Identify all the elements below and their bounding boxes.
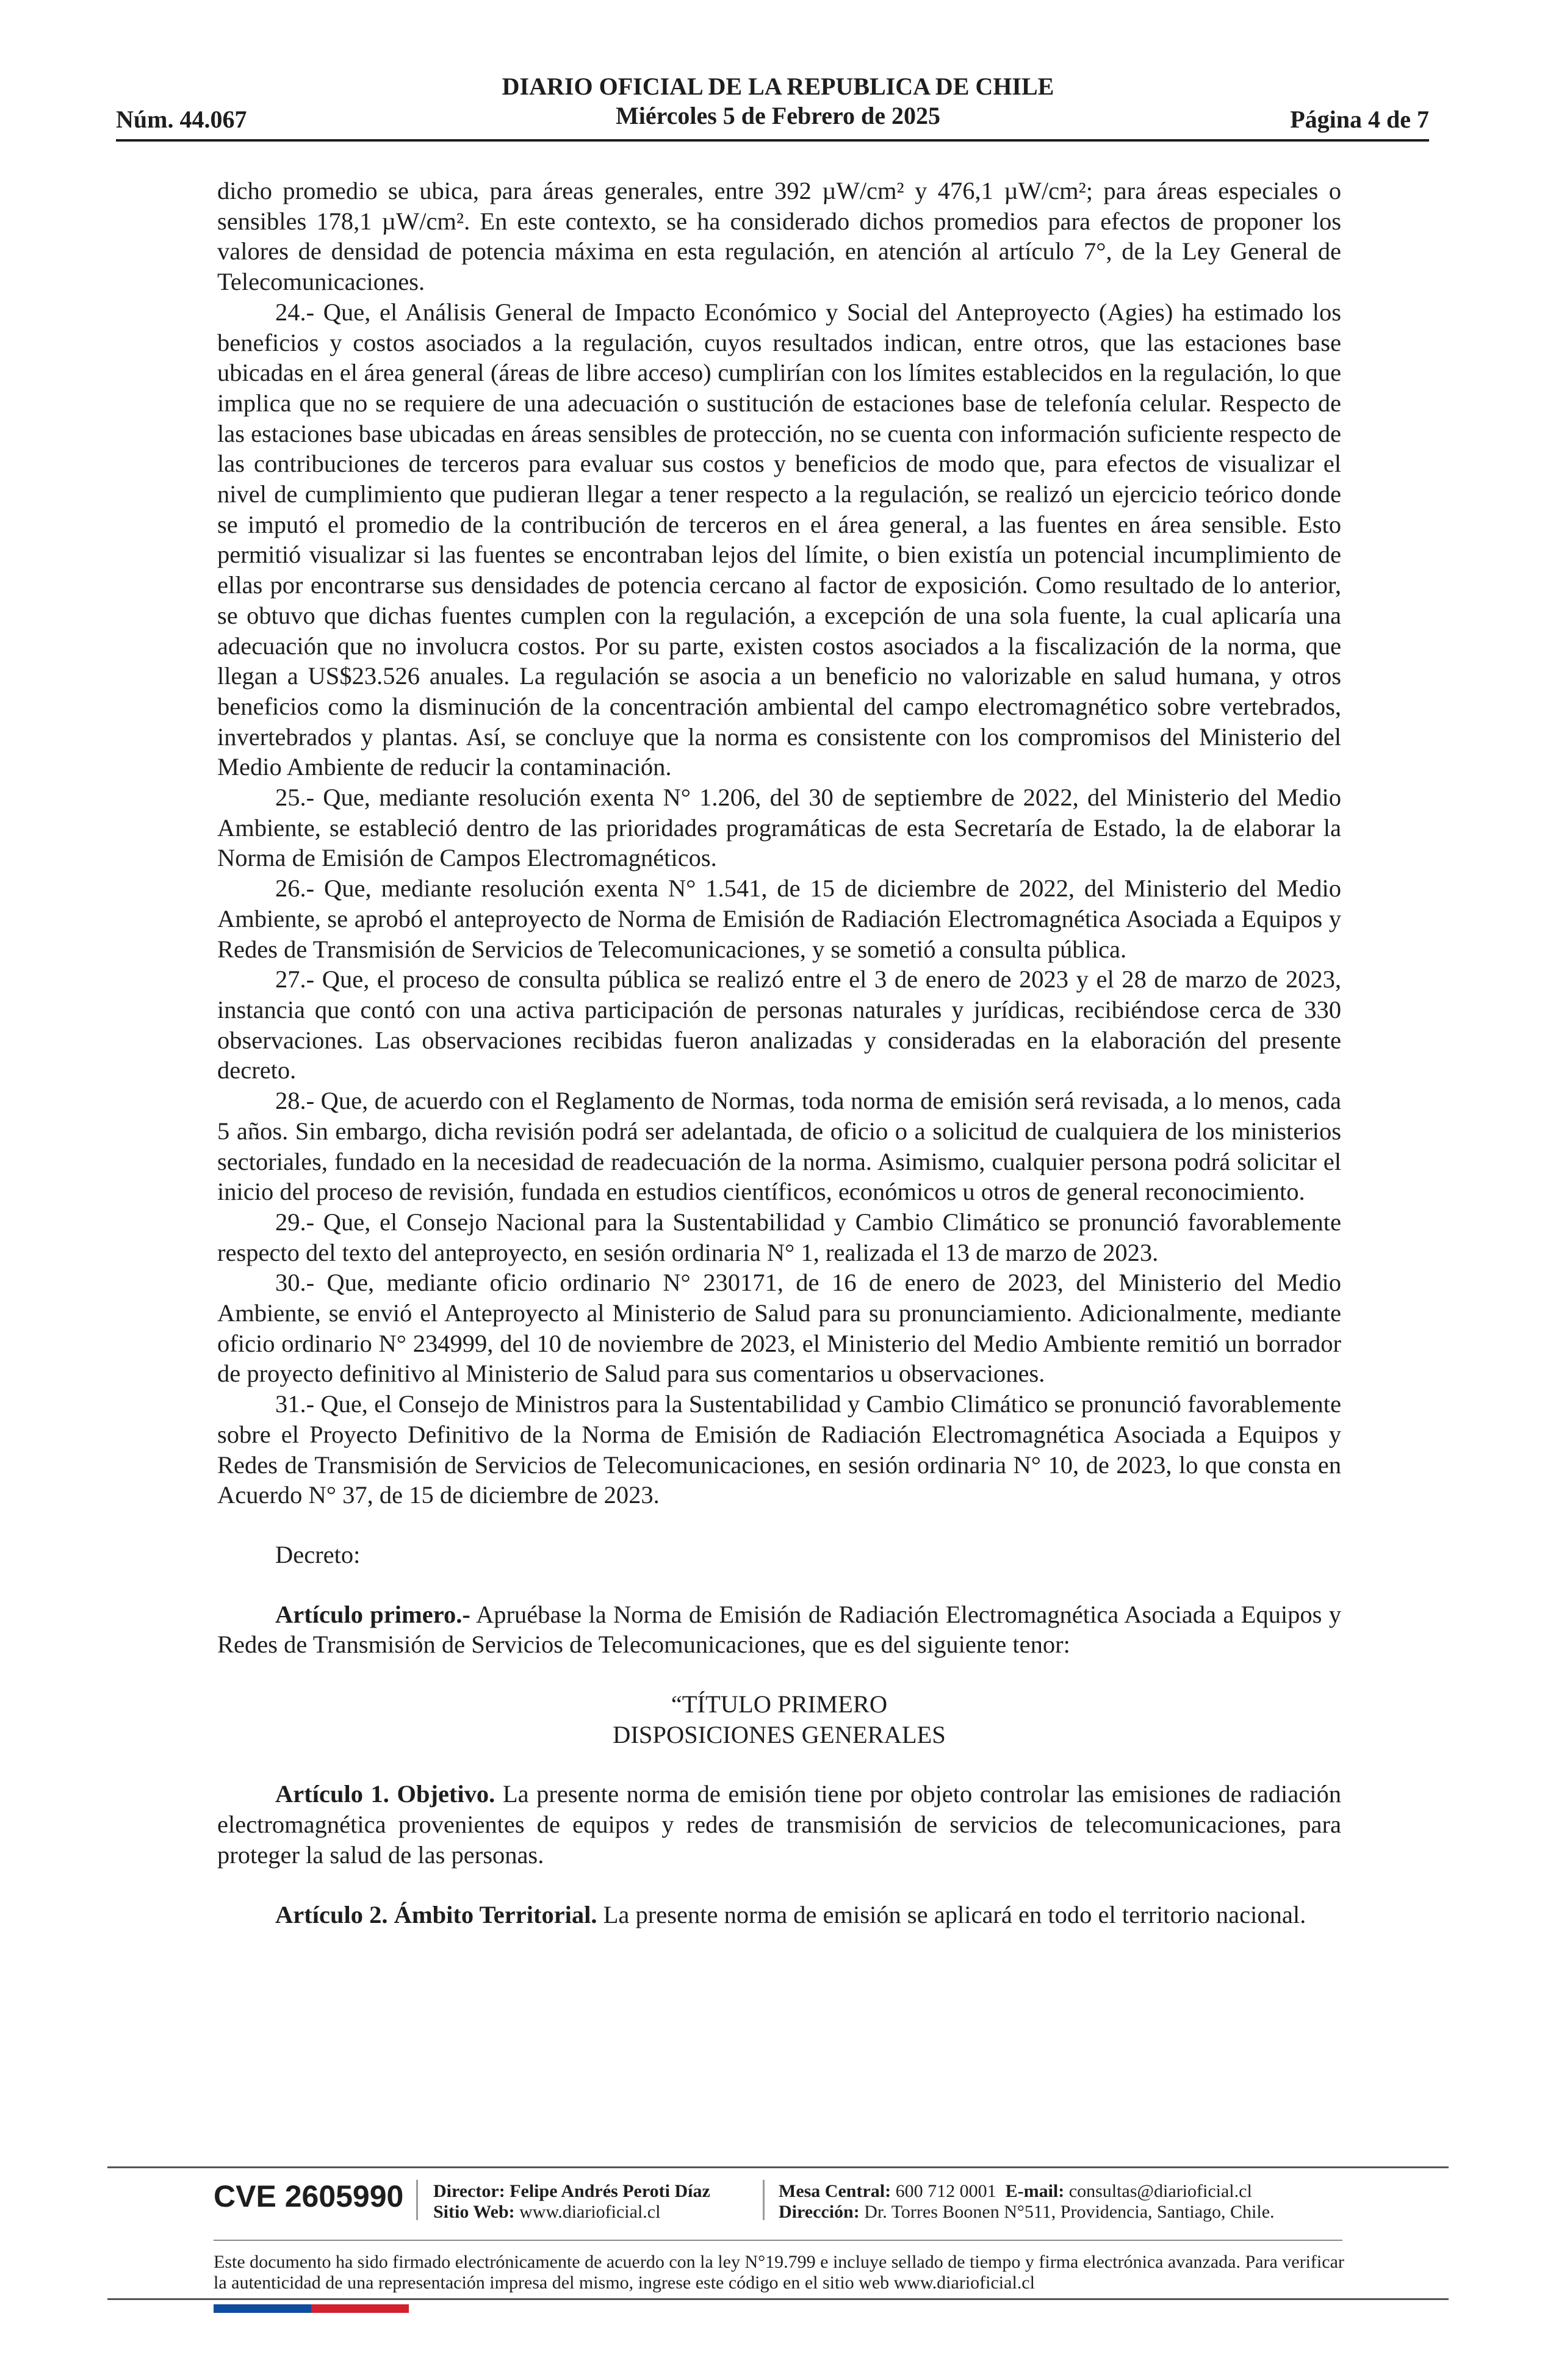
title-line-1: “TÍTULO PRIMERO: [671, 1690, 888, 1718]
article-primero-text: Apruébase la Norma de Emisión de Radiación Electromagnética Asociada a Equipos y Redes de Transmisión de Servicios de Telecomunicaciones, que es del siguiente tenor:: [217, 1600, 1341, 1659]
paragraph-24: 24.- Que, el Análisis General de Impacto Económico y Social del Anteproyecto (Agies) ha estimado los beneficios y costos asociados a la regulación, cuyos resultados indican, entre otros, que las estaciones base ubicadas en el área general (áreas de libre acceso) cumplirían con los límites establecidos en la regulación, lo que implica que no se requiere de una adecuación o sustitución de estaciones base de telefonía celular. Respecto de las estaciones base ubicadas en áreas sensibles de protección, no se cuenta con información suficiente respecto de las contribuciones de terceros para evaluar sus costos y beneficios de modo que, para efectos de visualizar el nivel de cumplimiento que pudieran llegar a tener respecto a la regulación, se realizó un ejercicio teórico donde se imputó el promedio de la contribución de terceros en el área general, a las fuentes en área sensible. Esto permitió visualizar si las fuentes se encontraban lejos del límite, o bien existía un potencial incumplimiento de ellas por encontrarse sus densidades de potencia cercano al factor de exposición. Como resultado de lo anterior, se obtuvo que dichas fuentes cumplen con la regulación, a excepción de una sola fuente, la cual aplicaría una adecuación que no involucra costos. Por su parte, existen costos asociados a la fiscalización de la norma, que llegan a US$23.526 anuales. La regulación se asocia a un beneficio no valorizable en salud humana, y otros beneficios como la disminución de la concentración ambiental del campo electromagnético sobre vertebrados, invertebrados y plantas. Así, se concluye que la norma es consistente con los compromisos del Ministerio del Medio Ambiente de reducir la contaminación.: [217, 298, 1341, 781]
director-name: Felipe Andrés Peroti Díaz: [505, 2181, 710, 2201]
article-primero: [217, 1599, 1341, 1660]
article-1-text: La presente norma de emisión tiene por objeto controlar las emisiones de radiación electromagnética provenientes de equipos y redes de transmisión de servicios de telecomunicaciones, para proteger la salud de las personas.: [217, 1780, 1341, 1869]
article-2-label: Artículo 2. Ámbito Territorial.: [275, 1900, 597, 1928]
website-link[interactable]: www.diarioficial.cl: [514, 2202, 661, 2222]
paragraph-23-continuation: dicho promedio se ubica, para áreas generales, entre 392 µW/cm² y 476,1 µW/cm²; para áreas especiales o sensibles 178,1 µW/cm². En este contexto, se ha considerado dichos promedios para efectos de proponer los valores de densidad de potencia máxima en esta regulación, en atención al artículo 7°, de la Ley General de Telecomunicaciones.: [217, 177, 1341, 296]
decreto-heading: Decreto:: [275, 1540, 361, 1568]
flag-stripe-red: [311, 2304, 409, 2313]
legal-notice: Este documento ha sido firmado electrónicamente de acuerdo con la ley N°19.799 e incluye sellado de tiempo y firma electrónica avanzada. Para verificar la autenticidad de una representación impresa del mismo, ingrese este código en el sitio web www.diarioficial.cl: [214, 2252, 1344, 2293]
paragraph-28: 28.- Que, de acuerdo con el Reglamento de Normas, toda norma de emisión será revisada, a lo menos, cada 5 años. Sin embargo, dicha revisión podrá ser adelantada, de oficio o a solicitud de cualquiera de los ministerios sectoriales, fundado en la necesidad de readecuación de la norma. Asimismo, cualquier persona podrá solicitar el inicio del proceso de revisión, fundada en estudios científicos, económicos u otros de general reconocimiento.: [217, 1087, 1341, 1206]
email-label: E-mail:: [1005, 2181, 1065, 2201]
footer-divider-bottom: [107, 2298, 1449, 2300]
title-heading: [217, 1689, 1341, 1750]
paragraph-26: 26.- Que, mediante resolución exenta N° 1.541, de 15 de diciembre de 2022, del Ministerio del Medio Ambiente, se aprobó el anteproyecto de Norma de Emisión de Radiación Electromagnética Asociada a Equipos y Redes de Transmisión de Servicios de Telecomunicaciones, y se sometió a consulta pública.: [217, 874, 1341, 963]
director-label: Director:: [433, 2181, 505, 2201]
paragraph-29: 29.- Que, el Consejo Nacional para la Sustentabilidad y Cambio Climático se pronunció favorablemente respecto del texto del anteproyecto, en sesión ordinaria N° 1, realizada el 13 de marzo de 2023.: [217, 1208, 1341, 1266]
article-1-label: Artículo 1. Objetivo.: [275, 1780, 495, 1808]
cve-code: CVE 2605990: [214, 2179, 404, 2213]
phone-value: 600 712 0001: [891, 2181, 996, 2201]
address-label: Dirección:: [779, 2202, 860, 2222]
page-number: Página 4 de 7: [1290, 106, 1429, 133]
footer-director-block: [433, 2181, 710, 2223]
title-line-2: DISPOSICIONES GENERALES: [613, 1720, 946, 1748]
flag-stripe-blue: [214, 2304, 311, 2313]
gazette-title: DIARIO OFICIAL DE LA REPUBLICA DE CHILE: [502, 73, 1054, 100]
article-2-text: La presente norma de emisión se aplicará en todo el territorio nacional.: [597, 1900, 1306, 1928]
article-primero-label: Artículo primero.-: [275, 1600, 470, 1628]
paragraph-31: 31.- Que, el Consejo de Ministros para la Sustentabilidad y Cambio Climático se pronunció favorablemente sobre el Proyecto Definitivo de la Norma de Emisión de Radiación Electromagnética Asociada a Equipos y Redes de Transmisión de Servicios de Telecomunicaciones, en sesión ordinaria N° 10, de 2023, lo que consta en Acuerdo N° 37, de 15 de diciembre de 2023.: [217, 1390, 1341, 1509]
article-2: [217, 1900, 1341, 1930]
footer-contact-block: [779, 2181, 1275, 2223]
page-header: [427, 72, 1129, 131]
website-label: Sitio Web:: [433, 2202, 515, 2222]
issue-number: Núm. 44.067: [116, 106, 247, 133]
issue-date: Miércoles 5 de Febrero de 2025: [615, 102, 941, 129]
article-1: [217, 1779, 1341, 1870]
phone-label: Mesa Central:: [779, 2181, 891, 2201]
footer-separator: [763, 2180, 765, 2220]
footer-separator: [416, 2180, 418, 2220]
footer-divider-top: [107, 2166, 1449, 2168]
document-body: [217, 176, 1341, 1930]
footer-divider-middle: [214, 2240, 1342, 2241]
header-divider: [116, 139, 1429, 142]
paragraph-25: 25.- Que, mediante resolución exenta N° 1.206, del 30 de septiembre de 2022, del Ministerio del Medio Ambiente, se estableció dentro de las prioridades programáticas de esta Secretaría de Estado, la de elaborar la Norma de Emisión de Campos Electromagnéticos.: [217, 784, 1341, 872]
address-value: Dr. Torres Boonen N°511, Providencia, Santiago, Chile.: [859, 2202, 1275, 2222]
paragraph-27: 27.- Que, el proceso de consulta pública se realizó entre el 3 de enero de 2023 y el 28 de marzo de 2023, instancia que contó con una activa participación de personas naturales y jurídicas, recibiéndose cerca de 330 observaciones. Las observaciones recibidas fueron analizadas y consideradas en la elaboración del presente decreto.: [217, 965, 1341, 1084]
email-link[interactable]: consultas@diarioficial.cl: [1064, 2181, 1252, 2201]
paragraph-30: 30.- Que, mediante oficio ordinario N° 230171, de 16 de enero de 2023, del Ministerio del Medio Ambiente, se envió el Anteproyecto al Ministerio de Salud para su pronunciamiento. Adicionalmente, mediante oficio ordinario N° 234999, del 10 de noviembre de 2023, el Ministerio del Medio Ambiente remitió un borrador de proyecto definitivo al Ministerio de Salud para sus comentarios u observaciones.: [217, 1269, 1341, 1388]
